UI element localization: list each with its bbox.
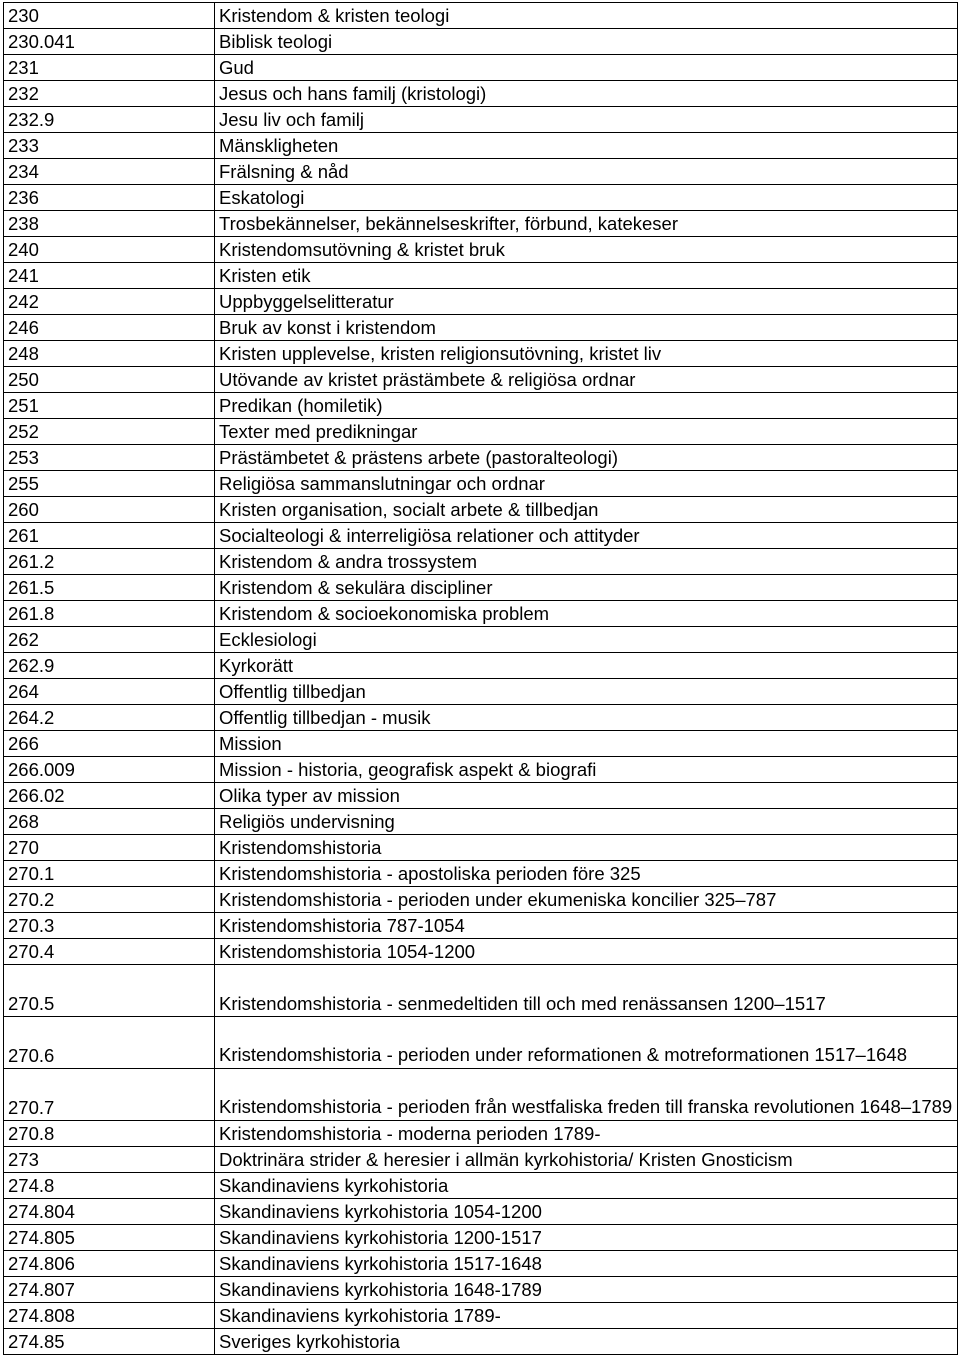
row-label: Kristendomshistoria 1054-1200 <box>215 939 958 965</box>
row-code: 230.041 <box>4 29 215 55</box>
row-code: 270.6 <box>4 1017 215 1069</box>
table-row <box>4 523 958 549</box>
row-label: Skandinaviens kyrkohistoria 1200-1517 <box>215 1225 958 1251</box>
row-code: 270.4 <box>4 939 215 965</box>
table-row <box>4 549 958 575</box>
row-code: 273 <box>4 1147 215 1173</box>
row-label: Trosbekännelser, bekännelseskrifter, förbund, katekeser <box>215 211 958 237</box>
table-row <box>4 783 958 809</box>
table-row <box>4 55 958 81</box>
row-label: Eskatologi <box>215 185 958 211</box>
row-label: Skandinaviens kyrkohistoria 1789- <box>215 1303 958 1329</box>
row-label: Kristendomsutövning & kristet bruk <box>215 237 958 263</box>
row-label: Socialteologi & interreligiösa relationer och attityder <box>215 523 958 549</box>
row-code: 270.3 <box>4 913 215 939</box>
row-code: 264 <box>4 679 215 705</box>
row-code: 266.009 <box>4 757 215 783</box>
table-row <box>4 81 958 107</box>
row-label: Religiösa sammanslutningar och ordnar <box>215 471 958 497</box>
row-code: 233 <box>4 133 215 159</box>
table-row <box>4 835 958 861</box>
table-row <box>4 757 958 783</box>
table-row <box>4 1173 958 1199</box>
table-row <box>4 367 958 393</box>
row-code: 270.8 <box>4 1121 215 1147</box>
row-code: 232 <box>4 81 215 107</box>
row-code: 274.808 <box>4 1303 215 1329</box>
row-code: 274.806 <box>4 1251 215 1277</box>
row-label: Bruk av konst i kristendom <box>215 315 958 341</box>
row-label: Mission <box>215 731 958 757</box>
row-label: Offentlig tillbedjan <box>215 679 958 705</box>
table-row <box>4 679 958 705</box>
row-label: Jesus och hans familj (kristologi) <box>215 81 958 107</box>
row-label: Doktrinära strider & heresier i allmän kyrkohistoria/ Kristen Gnosticism <box>215 1147 958 1173</box>
row-label: Kristendomshistoria - apostoliska perioden före 325 <box>215 861 958 887</box>
row-label: Offentlig tillbedjan - musik <box>215 705 958 731</box>
table-row <box>4 471 958 497</box>
row-code: 236 <box>4 185 215 211</box>
row-code: 232.9 <box>4 107 215 133</box>
table-row <box>4 341 958 367</box>
row-label: Skandinaviens kyrkohistoria <box>215 1173 958 1199</box>
table-row <box>4 211 958 237</box>
row-code: 262.9 <box>4 653 215 679</box>
table-row <box>4 627 958 653</box>
row-label: Skandinaviens kyrkohistoria 1517-1648 <box>215 1251 958 1277</box>
classification-table <box>3 2 958 1355</box>
table-row <box>4 731 958 757</box>
row-code: 270.7 <box>4 1069 215 1121</box>
row-label: Religiös undervisning <box>215 809 958 835</box>
row-label: Kristen etik <box>215 263 958 289</box>
table-row <box>4 939 958 965</box>
table-row <box>4 159 958 185</box>
row-code: 274.85 <box>4 1329 215 1355</box>
table-row <box>4 185 958 211</box>
row-label: Kristen upplevelse, kristen religionsutövning, kristet liv <box>215 341 958 367</box>
row-code: 274.8 <box>4 1173 215 1199</box>
table-row <box>4 289 958 315</box>
row-label: Kristen organisation, socialt arbete & tillbedjan <box>215 497 958 523</box>
row-label: Kristendom & kristen teologi <box>215 3 958 29</box>
row-label: Gud <box>215 55 958 81</box>
row-label: Skandinaviens kyrkohistoria 1054-1200 <box>215 1199 958 1225</box>
table-row <box>4 107 958 133</box>
row-label: Texter med predikningar <box>215 419 958 445</box>
row-label: Predikan (homiletik) <box>215 393 958 419</box>
row-code: 255 <box>4 471 215 497</box>
row-label: Utövande av kristet prästämbete & religiösa ordnar <box>215 367 958 393</box>
table-row <box>4 1199 958 1225</box>
row-code: 266 <box>4 731 215 757</box>
row-label: Mänskligheten <box>215 133 958 159</box>
table-row <box>4 1277 958 1303</box>
row-code: 261.8 <box>4 601 215 627</box>
row-code: 252 <box>4 419 215 445</box>
classification-table-body <box>4 3 958 1355</box>
row-code: 246 <box>4 315 215 341</box>
table-row <box>4 497 958 523</box>
table-row <box>4 1017 958 1069</box>
row-code: 262 <box>4 627 215 653</box>
table-row <box>4 913 958 939</box>
table-row <box>4 887 958 913</box>
row-code: 241 <box>4 263 215 289</box>
table-row <box>4 237 958 263</box>
row-code: 260 <box>4 497 215 523</box>
table-row <box>4 575 958 601</box>
table-row <box>4 1303 958 1329</box>
row-label: Kristendomshistoria - perioden från westfaliska freden till franska revolutionen 1648–1789 <box>215 1069 958 1121</box>
row-code: 230 <box>4 3 215 29</box>
row-label: Kristendomshistoria - moderna perioden 1789- <box>215 1121 958 1147</box>
row-code: 240 <box>4 237 215 263</box>
table-row <box>4 1251 958 1277</box>
row-code: 242 <box>4 289 215 315</box>
row-label: Skandinaviens kyrkohistoria 1648-1789 <box>215 1277 958 1303</box>
row-label: Sveriges kyrkohistoria <box>215 1329 958 1355</box>
row-code: 261 <box>4 523 215 549</box>
row-code: 274.804 <box>4 1199 215 1225</box>
row-label: Kristendom & sekulära discipliner <box>215 575 958 601</box>
row-code: 268 <box>4 809 215 835</box>
row-label: Kyrkorätt <box>215 653 958 679</box>
table-row <box>4 263 958 289</box>
row-code: 274.805 <box>4 1225 215 1251</box>
table-row <box>4 315 958 341</box>
row-code: 231 <box>4 55 215 81</box>
table-row <box>4 705 958 731</box>
table-row <box>4 601 958 627</box>
row-code: 270.5 <box>4 965 215 1017</box>
table-row <box>4 3 958 29</box>
row-code: 266.02 <box>4 783 215 809</box>
table-row <box>4 29 958 55</box>
table-row <box>4 809 958 835</box>
row-code: 261.2 <box>4 549 215 575</box>
table-row <box>4 1121 958 1147</box>
row-label: Ecklesiologi <box>215 627 958 653</box>
row-code: 250 <box>4 367 215 393</box>
row-label: Kristendomshistoria - perioden under ekumeniska koncilier 325–787 <box>215 887 958 913</box>
row-code: 270.1 <box>4 861 215 887</box>
row-code: 270 <box>4 835 215 861</box>
row-label: Olika typer av mission <box>215 783 958 809</box>
row-label: Kristendom & andra trossystem <box>215 549 958 575</box>
table-row <box>4 393 958 419</box>
row-label: Mission - historia, geografisk aspekt & biografi <box>215 757 958 783</box>
table-row <box>4 861 958 887</box>
row-label: Kristendomshistoria 787-1054 <box>215 913 958 939</box>
row-code: 270.2 <box>4 887 215 913</box>
row-code: 248 <box>4 341 215 367</box>
row-label: Kristendomshistoria - perioden under reformationen & motreformationen 1517–1648 <box>215 1017 958 1069</box>
row-code: 251 <box>4 393 215 419</box>
row-code: 274.807 <box>4 1277 215 1303</box>
table-row <box>4 653 958 679</box>
row-code: 253 <box>4 445 215 471</box>
row-label: Prästämbetet & prästens arbete (pastoralteologi) <box>215 445 958 471</box>
table-row <box>4 1329 958 1355</box>
table-row <box>4 1069 958 1121</box>
row-label: Uppbyggelselitteratur <box>215 289 958 315</box>
table-row <box>4 133 958 159</box>
table-row <box>4 419 958 445</box>
row-code: 238 <box>4 211 215 237</box>
row-label: Kristendomshistoria - senmedeltiden till och med renässansen 1200–1517 <box>215 965 958 1017</box>
table-row <box>4 965 958 1017</box>
table-row <box>4 1225 958 1251</box>
row-code: 264.2 <box>4 705 215 731</box>
row-label: Kristendom & socioekonomiska problem <box>215 601 958 627</box>
row-code: 261.5 <box>4 575 215 601</box>
row-label: Frälsning & nåd <box>215 159 958 185</box>
row-label: Biblisk teologi <box>215 29 958 55</box>
row-code: 234 <box>4 159 215 185</box>
row-label: Jesu liv och familj <box>215 107 958 133</box>
row-label: Kristendomshistoria <box>215 835 958 861</box>
table-row <box>4 445 958 471</box>
table-row <box>4 1147 958 1173</box>
